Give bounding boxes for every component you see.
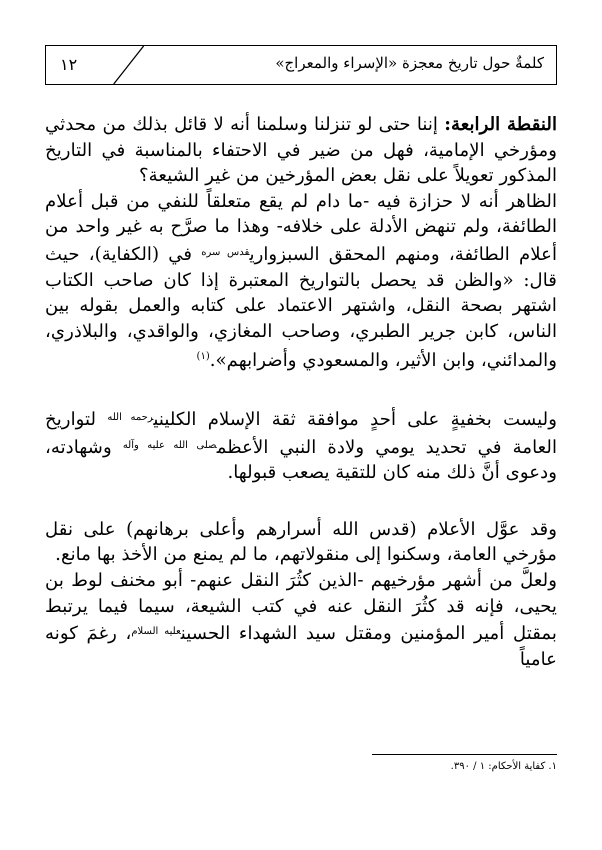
footnote-separator (372, 754, 557, 755)
paragraph-text: إننا حتى لو تنزلنا وسلمنا أنه لا قائل بذلك من محدثي ومؤرخي الإمامية، فهل من ضير في الاحتفاء بالمناسبة في التاريخ المذكور تعويلاً على نقل بعض المؤرخين من غير الشيعة؟ (45, 114, 557, 187)
paragraph-text: في (الكفاية)، حيث قال: «والظن قد يحصل بالتواريخ المعتبرة إذا كان صاحب الكتاب اشتهر بصحة النقل، واشتهر الاعتماد على كتابه والعمل بقوله بين الناس، كابن جرير الطبري، وصاحب المغازي، والواقدي، والبلاذري، والمدائني، وابن الأثير، والمسعودي وأضرابهم». (45, 243, 557, 372)
paragraph-kulayni (45, 405, 557, 486)
paragraph-text: ولعلَّ من أشهر مؤرخيهم -الذين كثُرَ النقل عنهم- أبو مخنف لوط بن يحيى، فإنه قد كثُرَ النقل عنه في كتب الشيعة، سيما فيما يرتبط بمقتل أمير المؤمنين ومقتل سيد الشهداء الحسين (45, 569, 557, 645)
paragraph-gap (45, 486, 557, 517)
running-header (45, 45, 557, 85)
honorific-glyph: صلى الله عليه وآله (122, 439, 217, 451)
paragraph-text: وقد عوَّل الأعلام (قدس الله أسرارهم وأعلى برهانهم) على نقل مؤرخي العامة، وسكنوا إلى منقولاتهم، ما لم يمنع من الأخذ بها مانع. (45, 518, 557, 566)
honorific-glyph: رحمه الله (107, 411, 154, 423)
paragraph-scholars-reliance (45, 517, 557, 568)
paragraph-abu-mikhnaf (45, 568, 557, 672)
paragraph-lead: النقطة الرابعة: (444, 114, 558, 135)
paragraph-text: وليست بخفيةٍ على أحدٍ موافقة ثقة الإسلام الكليني (153, 408, 557, 430)
paragraph-point-four (45, 112, 557, 189)
honorific-glyph: عليه السلام (131, 626, 181, 638)
footnote: ١. كفاية الأحكام: ١ / ٣٩٠. (450, 761, 557, 772)
paragraph-text: لتواريخ العامة في تحديد يومي ولادة النبي الأعظم (45, 408, 557, 458)
header-title: كلمةٌ حول تاريخ معجزة «الإسراء والمعراج» (275, 54, 544, 72)
paragraph-text: ، رغمَ كونه عامياً (45, 623, 557, 670)
body-text (45, 112, 557, 672)
paragraph-text: الظاهر أنه لا حزازة فيه -ما دام لم يقع متعلقاً للنفي من قبل أعلام الطائفة، ولم تنهض الأدلة على خلافه- وهذا ما صرَّح به غير واحد من أعلام الطائفة، ومنهم المحقق السبزواري (45, 190, 557, 265)
paragraph-sabzevari-quote (45, 189, 557, 374)
page-number: ١٢ (60, 55, 78, 74)
paragraph-text: وشهادته، ودعوى أنَّ ذلك منه كان للتقية يصعب قبولها. (45, 436, 557, 484)
paragraph-gap (45, 374, 557, 405)
footnote-reference: (١) (196, 351, 210, 363)
honorific-glyph: قدس سره (201, 246, 250, 258)
